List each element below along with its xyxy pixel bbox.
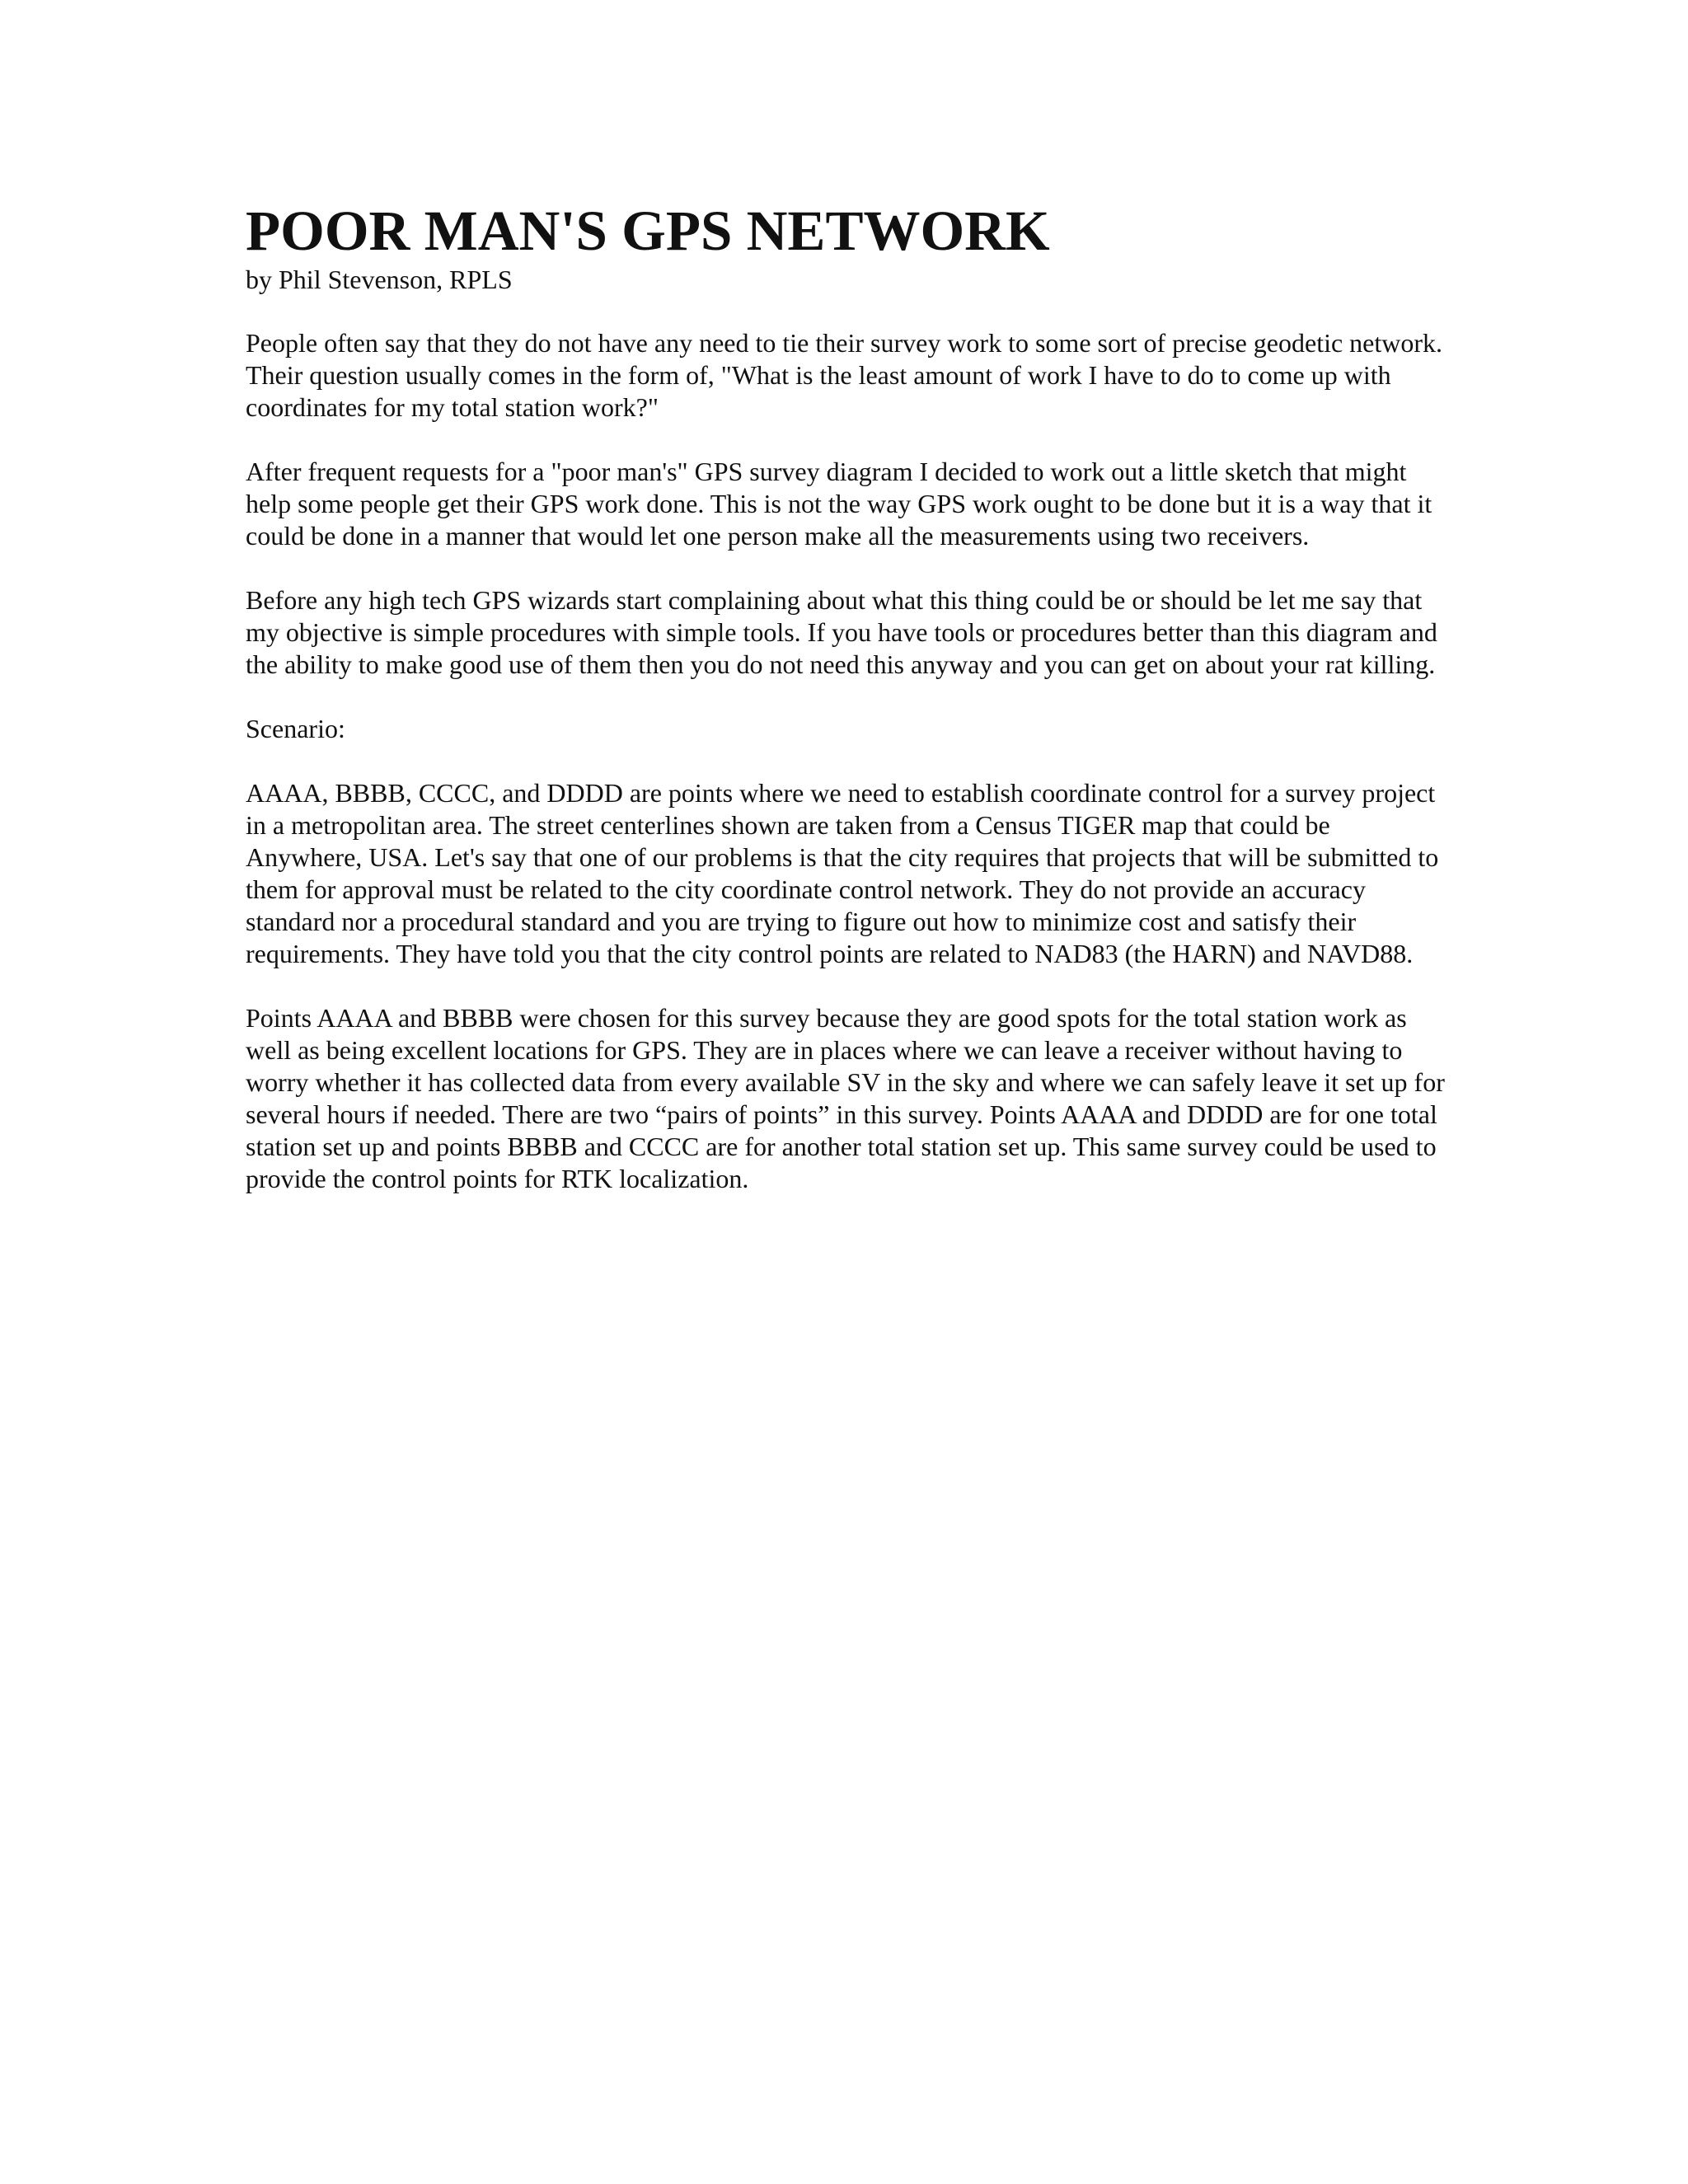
document-title: POOR MAN'S GPS NETWORK — [246, 199, 1050, 262]
document-body — [246, 198, 1449, 1227]
author-byline: by Phil Stevenson, RPLS — [246, 265, 513, 294]
scenario-heading: Scenario: — [246, 714, 345, 743]
paragraph-poor-mans-diagram: After frequent requests for a "poor man's" GPS survey diagram I decided to work out a little sketch that might help some people get their GPS work done. This is not the way GPS work ought to be done but it is a way that it could be done in a manner that would let one person make all the measurements using two receivers. — [246, 457, 1432, 551]
paragraph-objective: Before any high tech GPS wizards start complaining about what this thing could be or should be let me say that my objective is simple procedures with simple tools. If you have tools or procedures better than this diagram and the ability to make good use of them then you do not need this anyway and you can get on about your rat killing. — [246, 585, 1437, 679]
paragraph-intro: People often say that they do not have any need to tie their survey work to some sort of precise geodetic network. Their question usually comes in the form of, "What is the least amount of work I have to do to come up with coordinates for my total station work?" — [246, 328, 1443, 422]
paragraph-scenario-points: AAAA, BBBB, CCCC, and DDDD are points where we need to establish coordinate control for a survey project in a metropolitan area. The street centerlines shown are taken from a Census TIGER map that could be Anywhere, USA. Let's say that one of our problems is that the city requires that projects that will be submitted to them for approval must be related to the city coordinate control network. They do not provide an accuracy standard nor a procedural standard and you are trying to figure out how to minimize cost and satisfy their requirements. They have told you that the city control points are related to NAD83 (the HARN) and NAVD88. — [246, 778, 1439, 968]
paragraph-point-selection: Points AAAA and BBBB were chosen for this survey because they are good spots for the total station work as well as being excellent locations for GPS. They are in places where we can leave a receiver without having to worry whether it has collected data from every available SV in the sky and where we can safely leave it set up for several hours if needed. There are two “pairs of points” in this survey. Points AAAA and DDDD are for one total station set up and points BBBB and CCCC are for another total station set up. This same survey could be used to provide the control points for RTK localization. — [246, 1003, 1445, 1193]
